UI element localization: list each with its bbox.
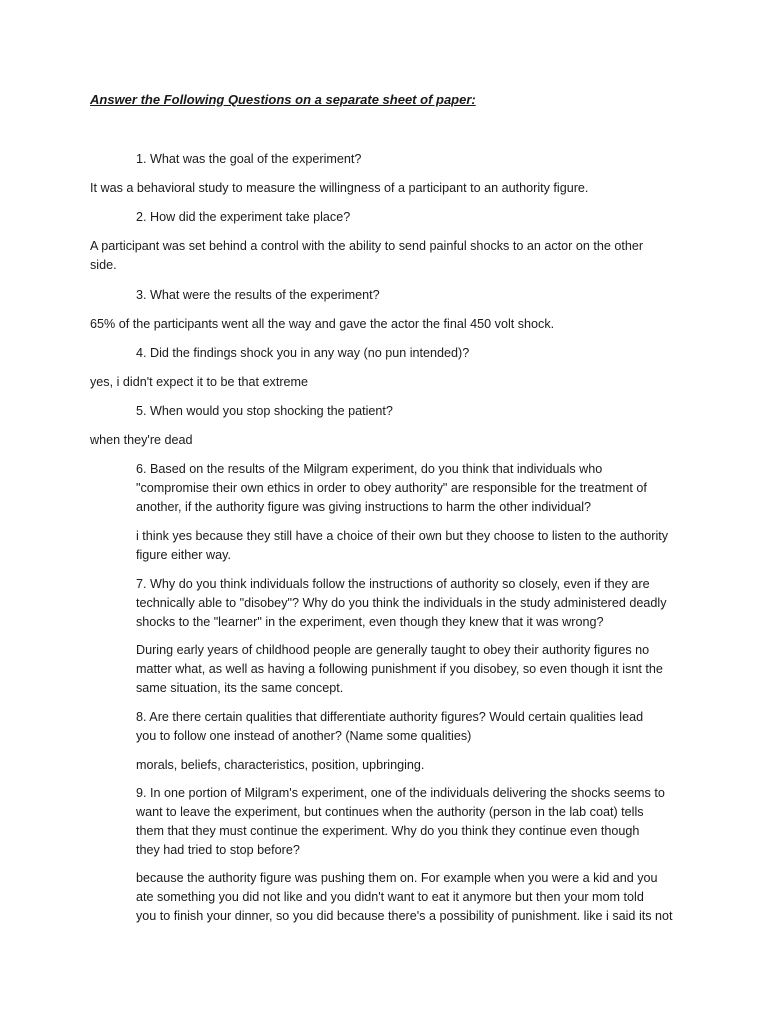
question-9-line: they had tried to stop before? <box>136 843 300 857</box>
answer-2 <box>90 237 650 275</box>
question-4: 4. Did the findings shock you in any way (no pun intended)? <box>136 346 470 360</box>
question-6-line: another, if the authority figure was giving instructions to harm the other individual? <box>136 500 592 514</box>
question-1: 1. What was the goal of the experiment? <box>136 152 362 166</box>
question-7 <box>136 575 696 632</box>
worksheet-heading: Answer the Following Questions on a separate sheet of paper: <box>90 92 476 107</box>
answer-4: yes, i didn't expect it to be that extreme <box>90 375 309 389</box>
question-6-line: 6. Based on the results of the Milgram experiment, do you think that individuals who <box>136 462 603 476</box>
question-5: 5. When would you stop shocking the patient? <box>136 404 393 418</box>
answer-6-line: figure either way. <box>136 548 231 562</box>
answer-9 <box>136 869 696 926</box>
answer-9-line: because the authority figure was pushing them on. For example when you were a kid and you <box>136 871 658 885</box>
question-9-line: 9. In one portion of Milgram's experiment, one of the individuals delivering the shocks seems to <box>136 786 665 800</box>
question-7-line: 7. Why do you think individuals follow the instructions of authority so closely, even if they are <box>136 577 650 591</box>
question-6-line: "compromise their own ethics in order to obey authority" are responsible for the treatment of <box>136 481 647 495</box>
answer-7-line: During early years of childhood people are generally taught to obey their authority figures no <box>136 643 650 657</box>
answer-5: when they're dead <box>90 433 193 447</box>
answer-7-line: same situation, its the same concept. <box>136 681 344 695</box>
question-7-line: technically able to "disobey"? Why do you think the individuals in the study administered deadly <box>136 596 667 610</box>
answer-6-line: i think yes because they still have a choice of their own but they choose to listen to the authority <box>136 529 669 543</box>
answer-7 <box>136 641 696 698</box>
answer-2-line: side. <box>90 258 117 272</box>
answer-8 <box>136 756 696 775</box>
answer-3: 65% of the participants went all the way and gave the actor the final 450 volt shock. <box>90 317 555 331</box>
question-2: 2. How did the experiment take place? <box>136 210 351 224</box>
answer-9-line: you to finish your dinner, so you did because there's a possibility of punishment. like i said its not <box>136 909 673 923</box>
answer-6 <box>136 527 696 565</box>
question-8-line: 8. Are there certain qualities that differentiate authority figures? Would certain qualities lead <box>136 710 644 724</box>
question-7-line: shocks to the "learner" in the experiment, even though they knew that it was wrong? <box>136 615 604 629</box>
answer-1: It was a behavioral study to measure the willingness of a participant to an authority figure. <box>90 181 589 195</box>
question-3: 3. What were the results of the experiment? <box>136 288 380 302</box>
answer-9-line: ate something you did not like and you didn't want to eat it anymore but then your mom told <box>136 890 644 904</box>
question-9-line: them that they must continue the experiment. Why do you think they continue even though <box>136 824 640 838</box>
question-8-line: you to follow one instead of another? (Name some qualities) <box>136 729 472 743</box>
question-6 <box>136 460 696 517</box>
answer-7-line: matter what, as well as having a following punishment if you disobey, so even though it isnt the <box>136 662 663 676</box>
question-9-line: want to leave the experiment, but continues when the authority (person in the lab coat) tells <box>136 805 644 819</box>
question-9 <box>136 784 696 860</box>
question-8 <box>136 708 696 746</box>
answer-8-line: morals, beliefs, characteristics, position, upbringing. <box>136 758 425 772</box>
answer-2-line: A participant was set behind a control with the ability to send painful shocks to an actor on the other <box>90 239 644 253</box>
